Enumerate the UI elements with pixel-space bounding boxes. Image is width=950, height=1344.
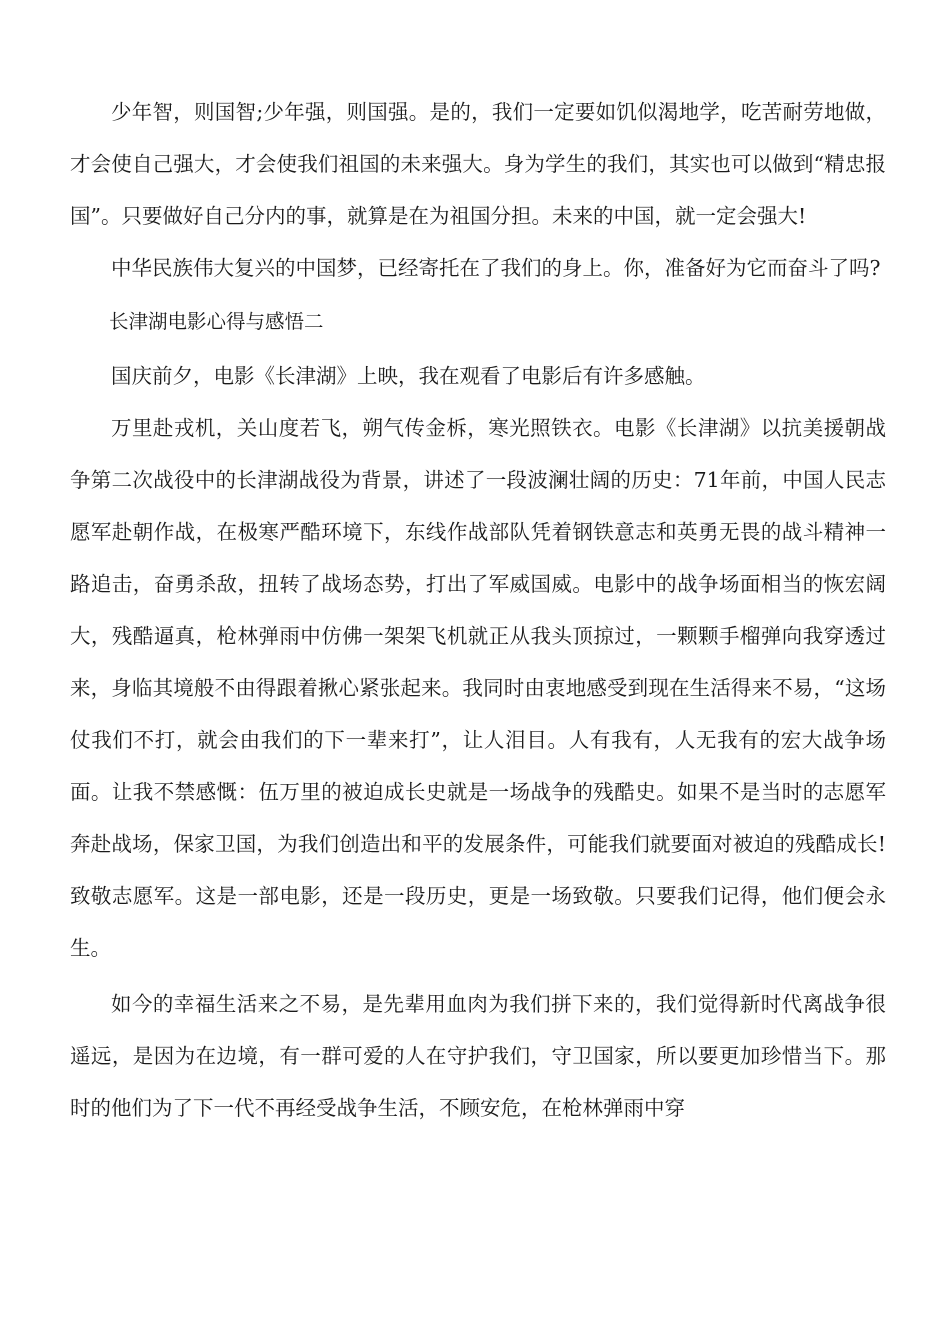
paragraph-film-release: 国庆前夕，电影《长津湖》上映，我在观看了电影后有许多感触。 xyxy=(111,364,706,388)
paragraph-happy-life: 如今的幸福生活来之不易，是先辈用血肉为我们拼下来的，我们觉得新时代离战争很遥远，是因为在边境，有一群可爱的人在守护我们，守卫国家，所以要更加珍惜当下。那时的他们为了下一代不再经受战争生活，不顾安危，在枪林弹雨中穿 xyxy=(70,992,886,1120)
document-page xyxy=(70,86,886,1134)
paragraph-youth-strength: 少年智，则国智;少年强，则国强。是的，我们一定要如饥似渴地学，吃苦耐劳地做，才会使自己强大，才会使我们祖国的未来强大。身为学生的我们，其实也可以做到“精忠报国”。只要做好自己分内的事，就算是在为祖国分担。未来的中国，就一定会强大! xyxy=(70,100,886,228)
paragraph-china-dream: 中华民族伟大复兴的中国梦，已经寄托在了我们的身上。你，准备好为它而奋斗了吗? xyxy=(111,256,881,280)
paragraph-film-review: 万里赴戎机，关山度若飞，朔气传金柝，寒光照铁衣。电影《长津湖》以抗美援朝战争第二次战役中的长津湖战役为背景，讲述了一段波澜壮阔的历史：71年前，中国人民志愿军赴朝作战，在极寒严酷环境下，东线作战部队凭着钢铁意志和英勇无畏的战斗精神一路追击，奋勇杀敌，扭转了战场态势，打出了军威国威。电影中的战争场面相当的恢宏阔大，残酷逼真，枪林弹雨中仿佛一架架飞机就正从我头顶掠过，一颗颗手榴弹向我穿透过来，身临其境般不由得跟着揪心紧张起来。我同时由衷地感受到现在生活得来不易，“这场仗我们不打，就会由我们的下一辈来打”，让人泪目。人有我有，人无我有的宏大战争场面。让我不禁感慨：伍万里的被迫成长史就是一场战争的残酷史。如果不是当时的志愿军奔赴战场，保家卫国，为我们创造出和平的发展条件，可能我们就要面对被迫的残酷成长!致敬志愿军。这是一部电影，还是一段历史，更是一场致敬。只要我们记得，他们便会永生。 xyxy=(70,416,886,960)
section-heading: 长津湖电影心得与感悟二 xyxy=(109,310,324,333)
